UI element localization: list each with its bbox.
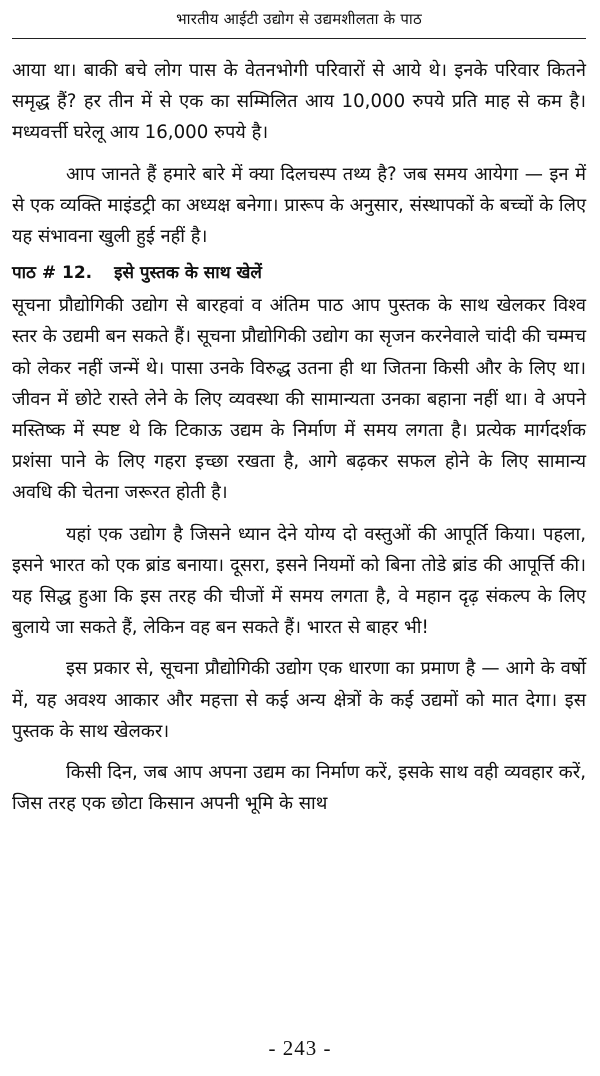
paragraph-6: किसी दिन, जब आप अपना उद्यम का निर्माण करें, इसके साथ वही व्यवहार करें, जिस तरह एक छोटा किसान अपनी भूमि के साथ bbox=[12, 762, 586, 815]
paragraph-5: इस प्रकार से, सूचना प्रौद्योगिकी उद्योग एक धारणा का प्रमाण है — आगे के वर्षो में, यह अवश्य आकार और महत्ता से कई अन्य क्षेत्रों के कई उद्यमों को मात देगा। इस पुस्तक के साथ खेलकर। bbox=[12, 658, 586, 742]
page-number: - 243 - bbox=[268, 1036, 332, 1060]
running-title: भारतीय आईटी उद्योग से उद्यमशीलता के पाठ bbox=[176, 10, 422, 28]
lesson-heading bbox=[12, 256, 586, 290]
paragraph-2: आप जानते हैं हमारे बारे में क्या दिलचस्प तथ्य है? जब समय आयेगा — इन में से एक व्यक्ति माइंडट्री का अध्यक्ष बनेगा। प्रारूप के अनुसार, संस्थापकों के बच्चों के लिए यह संभावना खुली हुई नहीं है। bbox=[12, 163, 586, 248]
running-header bbox=[12, 0, 586, 39]
paragraph-4: यहां एक उद्योग है जिसने ध्यान देने योग्य दो वस्तुओं की आपूर्ति किया। पहला, इसने भारत को एक ब्रांड बनाया। दूसरा, इसने नियमों को बिना तोडे ब्रांड की आपूर्त्ति की। यह सिद्ध हुआ कि इस तरह की चीजों में समय लगता है, वे महान दृढ़ संकल्प के लिए बुलाये जा सकते हैं, लेकिन वह बन सकते हैं। भारत से बाहर भी! bbox=[12, 523, 586, 639]
lesson-number: पाठ # 12. bbox=[12, 263, 93, 284]
page-body bbox=[12, 39, 586, 819]
lesson-title: इसे पुस्तक के साथ खेलें bbox=[114, 263, 262, 284]
paragraph-3: सूचना प्रौद्योगिकी उद्योग से बारहवां व अंतिम पाठ आप पुस्तक के साथ खेलकर विश्व स्तर के उद्यमी बन सकते हैं। सूचना प्रौद्योगिकी उद्योग का सृजन करनेवाले चांदी की चम्मच को लेकर नहीं जन्में थे। पासा उनके विरुद्ध उतना ही था जितना किसी और के लिए था। जीवन में छोटे रास्ते लेने के लिए व्यवस्था की सामान्यता उनका बहाना नहीं था। वे अपने मस्तिष्क में स्पष्ट थे कि टिकाऊ उद्यम के निर्माण में समय लगता है। प्रत्येक मार्गदर्शक प्रशंसा पाने के लिए गहरा इच्छा रखता है, आगे बढ़कर सफल होने के लिए सामान्य अवधि की चेतना जरूरत होती है। bbox=[12, 295, 586, 504]
paragraph-1: आया था। बाकी बचे लोग पास के वेतनभोगी परिवारों से आये थे। इनके परिवार कितने समृद्ध हैं? हर तीन में से एक का सम्मिलित आय 10,000 रुपये प्रति माह से कम है। मध्यवर्त्ती घरेलू आय 16,000 रुपये है। bbox=[12, 60, 586, 144]
